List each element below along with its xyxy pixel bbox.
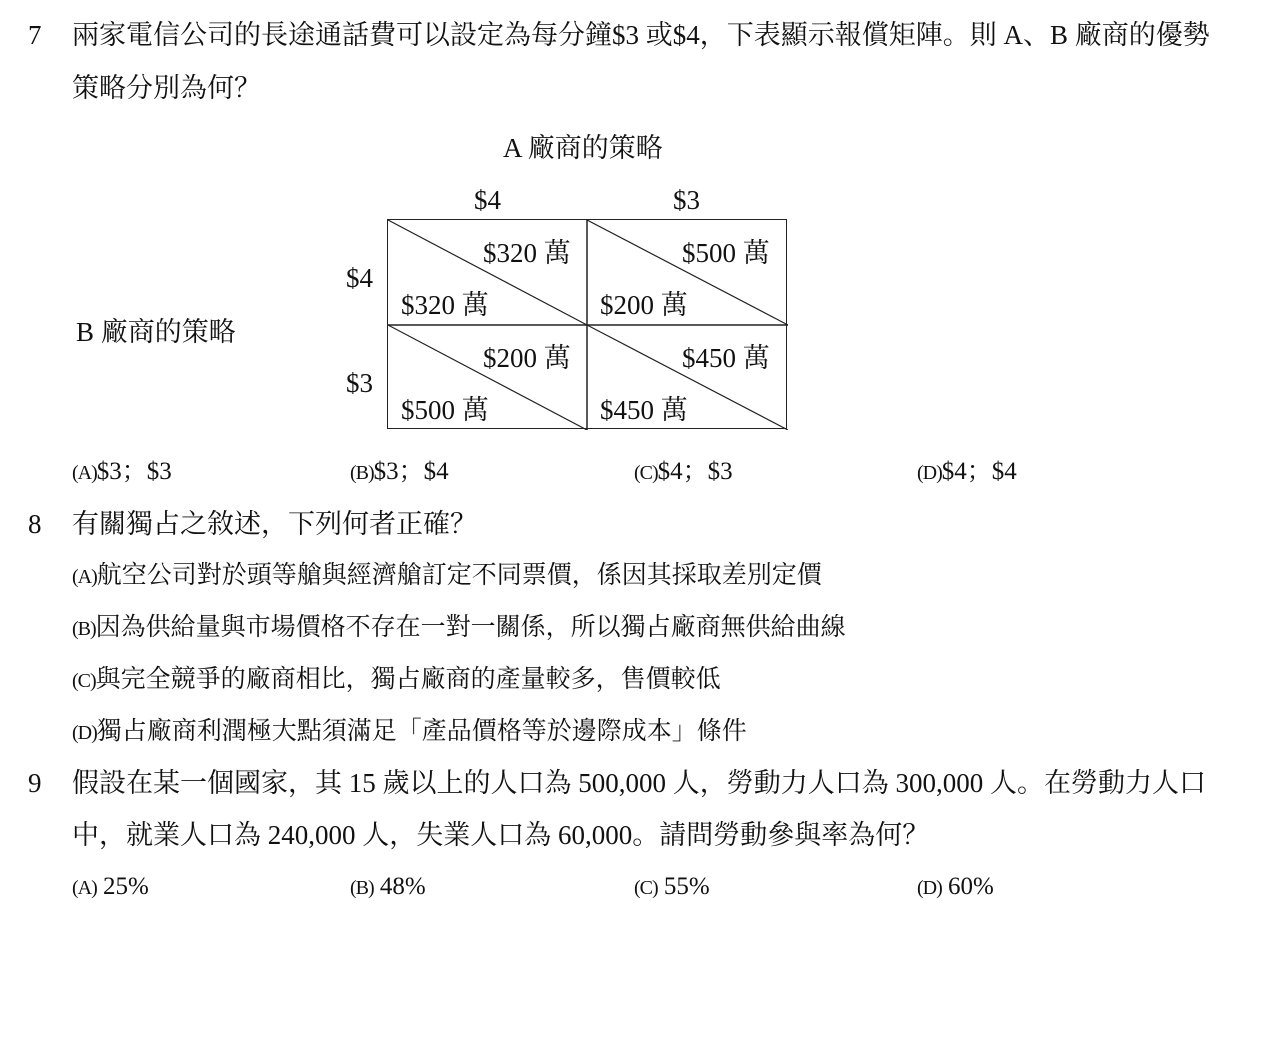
option-text: 60% bbox=[941, 873, 994, 900]
option-mark: (B) bbox=[72, 618, 96, 640]
option-text: $4；$4 bbox=[941, 458, 1017, 485]
q7-option-c[interactable] bbox=[634, 459, 733, 484]
cell-2-2-payoff-a: $450 萬 bbox=[682, 343, 770, 373]
matrix-col-label-2: $3 bbox=[673, 185, 700, 215]
q8-option-b[interactable] bbox=[72, 615, 846, 640]
option-text: 獨占廠商利潤極大點須滿足「產品價格等於邊際成本」條件 bbox=[96, 718, 747, 745]
cell-1-1-payoff-a: $320 萬 bbox=[483, 238, 571, 268]
option-text: 25% bbox=[96, 873, 149, 900]
cell-1-2-payoff-b: $200 萬 bbox=[600, 290, 688, 320]
cell-2-1-payoff-a: $200 萬 bbox=[483, 343, 571, 373]
option-mark: (D) bbox=[917, 877, 942, 899]
q9-option-c[interactable] bbox=[634, 874, 710, 899]
cell-1-2-payoff-a: $500 萬 bbox=[682, 238, 770, 268]
q9-option-d[interactable] bbox=[917, 874, 994, 899]
matrix-row-label-1: $4 bbox=[346, 263, 373, 293]
question-7-text-line1: 兩家電信公司的長途通話費可以設定為每分鐘$3 或$4，下表顯示報償矩陣。則 A、B 廠商的優勢 bbox=[72, 20, 1210, 50]
option-mark: (A) bbox=[72, 566, 97, 588]
option-mark: (D) bbox=[72, 722, 97, 744]
q9-option-a[interactable] bbox=[72, 874, 149, 899]
option-text: $4；$3 bbox=[657, 458, 733, 485]
matrix-col-header: A 廠商的策略 bbox=[503, 133, 663, 163]
q8-option-a[interactable] bbox=[72, 563, 822, 588]
option-text: 因為供給量與市場價格不存在一對一關係，所以獨占廠商無供給曲線 bbox=[95, 614, 846, 641]
option-mark: (A) bbox=[72, 462, 97, 484]
option-mark: (C) bbox=[634, 462, 658, 484]
question-9-text-line2: 中，就業人口為 240,000 人，失業人口為 60,000。請問勞動參與率為何？ bbox=[72, 820, 930, 850]
payoff-matrix bbox=[387, 219, 787, 429]
option-text: 與完全競爭的廠商相比，獨占廠商的產量較多，售價較低 bbox=[95, 666, 721, 693]
question-7-text-line2: 策略分別為何？ bbox=[72, 73, 261, 103]
cell-2-2-payoff-b: $450 萬 bbox=[600, 395, 688, 425]
matrix-row-label-2: $3 bbox=[346, 368, 373, 398]
q8-option-c[interactable] bbox=[72, 667, 721, 692]
option-text: 48% bbox=[373, 873, 426, 900]
option-text: $3；$4 bbox=[373, 458, 449, 485]
cell-1-1-payoff-b: $320 萬 bbox=[401, 290, 489, 320]
q8-option-d[interactable] bbox=[72, 719, 747, 744]
option-mark: (A) bbox=[72, 877, 97, 899]
option-text: 航空公司對於頭等艙與經濟艙訂定不同票價，係因其採取差別定價 bbox=[96, 562, 822, 589]
question-9-text-line1: 假設在某一個國家，其 15 歲以上的人口為 500,000 人，勞動力人口為 300,000 人。在勞動力人口 bbox=[72, 768, 1206, 798]
q7-option-d[interactable] bbox=[917, 459, 1017, 484]
option-mark: (D) bbox=[917, 462, 942, 484]
option-mark: (C) bbox=[72, 670, 96, 692]
question-9-number: 9 bbox=[28, 768, 42, 798]
matrix-row-header: B 廠商的策略 bbox=[76, 317, 236, 347]
option-text: 55% bbox=[657, 873, 710, 900]
cell-2-1-payoff-b: $500 萬 bbox=[401, 395, 489, 425]
option-mark: (C) bbox=[634, 877, 658, 899]
matrix-col-label-1: $4 bbox=[474, 185, 501, 215]
question-8-number: 8 bbox=[28, 509, 42, 539]
question-8-text: 有關獨占之敘述，下列何者正確？ bbox=[72, 509, 477, 539]
q7-option-a[interactable] bbox=[72, 459, 172, 484]
option-text: $3；$3 bbox=[96, 458, 172, 485]
option-mark: (B) bbox=[350, 877, 374, 899]
question-7-number: 7 bbox=[28, 20, 42, 50]
option-mark: (B) bbox=[350, 462, 374, 484]
q9-option-b[interactable] bbox=[350, 874, 426, 899]
q7-option-b[interactable] bbox=[350, 459, 449, 484]
